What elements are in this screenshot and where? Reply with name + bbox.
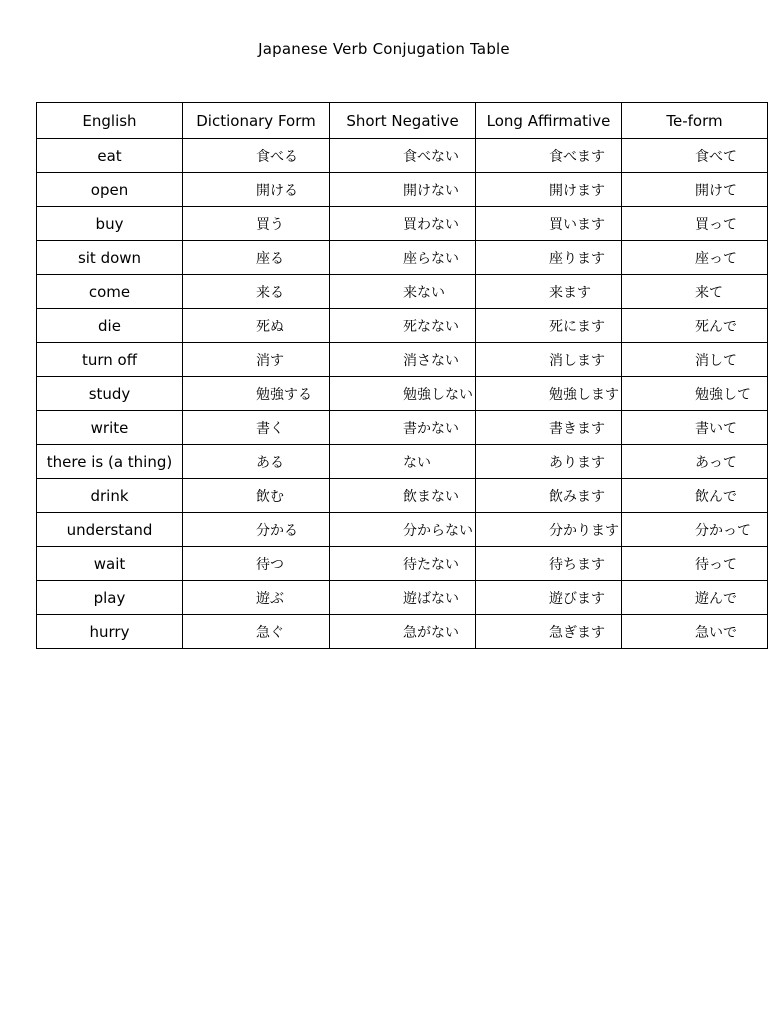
column-header-dictionary-form: Dictionary Form (183, 103, 330, 139)
cell-english: study (37, 377, 183, 411)
cell-long-affirmative: 待ちます (476, 547, 622, 581)
table-row (37, 309, 768, 343)
cell-te-form: 消して (622, 343, 768, 377)
conjugation-table (36, 102, 768, 649)
cell-short-negative: 分からない (330, 513, 476, 547)
table-row (37, 581, 768, 615)
cell-te-form: 買って (622, 207, 768, 241)
cell-te-form: 待って (622, 547, 768, 581)
cell-long-affirmative: 食べます (476, 139, 622, 173)
cell-short-negative: 急がない (330, 615, 476, 649)
cell-dictionary-form: 飲む (183, 479, 330, 513)
cell-dictionary-form: 書く (183, 411, 330, 445)
cell-long-affirmative: 来ます (476, 275, 622, 309)
cell-long-affirmative: 分かります (476, 513, 622, 547)
cell-long-affirmative: 死にます (476, 309, 622, 343)
cell-dictionary-form: ある (183, 445, 330, 479)
cell-long-affirmative: 消します (476, 343, 622, 377)
cell-te-form: 開けて (622, 173, 768, 207)
cell-te-form: 飲んで (622, 479, 768, 513)
cell-te-form: あって (622, 445, 768, 479)
cell-english: eat (37, 139, 183, 173)
document-title: Japanese Verb Conjugation Table (258, 40, 510, 58)
cell-short-negative: 死なない (330, 309, 476, 343)
cell-short-negative: 勉強しない (330, 377, 476, 411)
table-header (37, 103, 768, 139)
cell-english: sit down (37, 241, 183, 275)
cell-short-negative: 開けない (330, 173, 476, 207)
cell-english: turn off (37, 343, 183, 377)
table-row (37, 479, 768, 513)
column-header-english: English (37, 103, 183, 139)
cell-short-negative: ない (330, 445, 476, 479)
table-row (37, 275, 768, 309)
column-header-long-affirmative: Long Affirmative (476, 103, 622, 139)
table-row (37, 445, 768, 479)
cell-long-affirmative: 遊びます (476, 581, 622, 615)
cell-long-affirmative: 座ります (476, 241, 622, 275)
cell-short-negative: 買わない (330, 207, 476, 241)
cell-short-negative: 消さない (330, 343, 476, 377)
cell-english: wait (37, 547, 183, 581)
cell-dictionary-form: 急ぐ (183, 615, 330, 649)
cell-long-affirmative: あります (476, 445, 622, 479)
cell-english: drink (37, 479, 183, 513)
table-row (37, 377, 768, 411)
table-row (37, 207, 768, 241)
cell-dictionary-form: 死ぬ (183, 309, 330, 343)
cell-english: come (37, 275, 183, 309)
column-header-te-form: Te-form (622, 103, 768, 139)
header-row (37, 103, 768, 139)
cell-dictionary-form: 座る (183, 241, 330, 275)
table-row (37, 513, 768, 547)
cell-te-form: 書いて (622, 411, 768, 445)
cell-long-affirmative: 書きます (476, 411, 622, 445)
cell-english: play (37, 581, 183, 615)
cell-te-form: 来て (622, 275, 768, 309)
cell-short-negative: 書かない (330, 411, 476, 445)
cell-long-affirmative: 勉強します (476, 377, 622, 411)
cell-te-form: 食べて (622, 139, 768, 173)
cell-english: understand (37, 513, 183, 547)
cell-english: hurry (37, 615, 183, 649)
cell-dictionary-form: 遊ぶ (183, 581, 330, 615)
table-row (37, 173, 768, 207)
cell-te-form: 勉強して (622, 377, 768, 411)
cell-te-form: 座って (622, 241, 768, 275)
table-row (37, 241, 768, 275)
cell-long-affirmative: 急ぎます (476, 615, 622, 649)
cell-short-negative: 食べない (330, 139, 476, 173)
cell-short-negative: 待たない (330, 547, 476, 581)
table-row (37, 615, 768, 649)
cell-short-negative: 来ない (330, 275, 476, 309)
cell-dictionary-form: 買う (183, 207, 330, 241)
cell-te-form: 急いで (622, 615, 768, 649)
table-row (37, 343, 768, 377)
cell-long-affirmative: 開けます (476, 173, 622, 207)
cell-te-form: 死んで (622, 309, 768, 343)
cell-dictionary-form: 食べる (183, 139, 330, 173)
cell-dictionary-form: 開ける (183, 173, 330, 207)
cell-dictionary-form: 来る (183, 275, 330, 309)
cell-english: write (37, 411, 183, 445)
cell-english: buy (37, 207, 183, 241)
cell-te-form: 分かって (622, 513, 768, 547)
cell-short-negative: 座らない (330, 241, 476, 275)
cell-dictionary-form: 分かる (183, 513, 330, 547)
cell-english: there is (a thing) (37, 445, 183, 479)
table-row (37, 139, 768, 173)
cell-dictionary-form: 消す (183, 343, 330, 377)
cell-dictionary-form: 待つ (183, 547, 330, 581)
table-body (37, 139, 768, 649)
cell-te-form: 遊んで (622, 581, 768, 615)
cell-short-negative: 遊ばない (330, 581, 476, 615)
cell-long-affirmative: 飲みます (476, 479, 622, 513)
cell-long-affirmative: 買います (476, 207, 622, 241)
cell-short-negative: 飲まない (330, 479, 476, 513)
column-header-short-negative: Short Negative (330, 103, 476, 139)
cell-english: open (37, 173, 183, 207)
cell-english: die (37, 309, 183, 343)
table-row (37, 411, 768, 445)
table-row (37, 547, 768, 581)
cell-dictionary-form: 勉強する (183, 377, 330, 411)
